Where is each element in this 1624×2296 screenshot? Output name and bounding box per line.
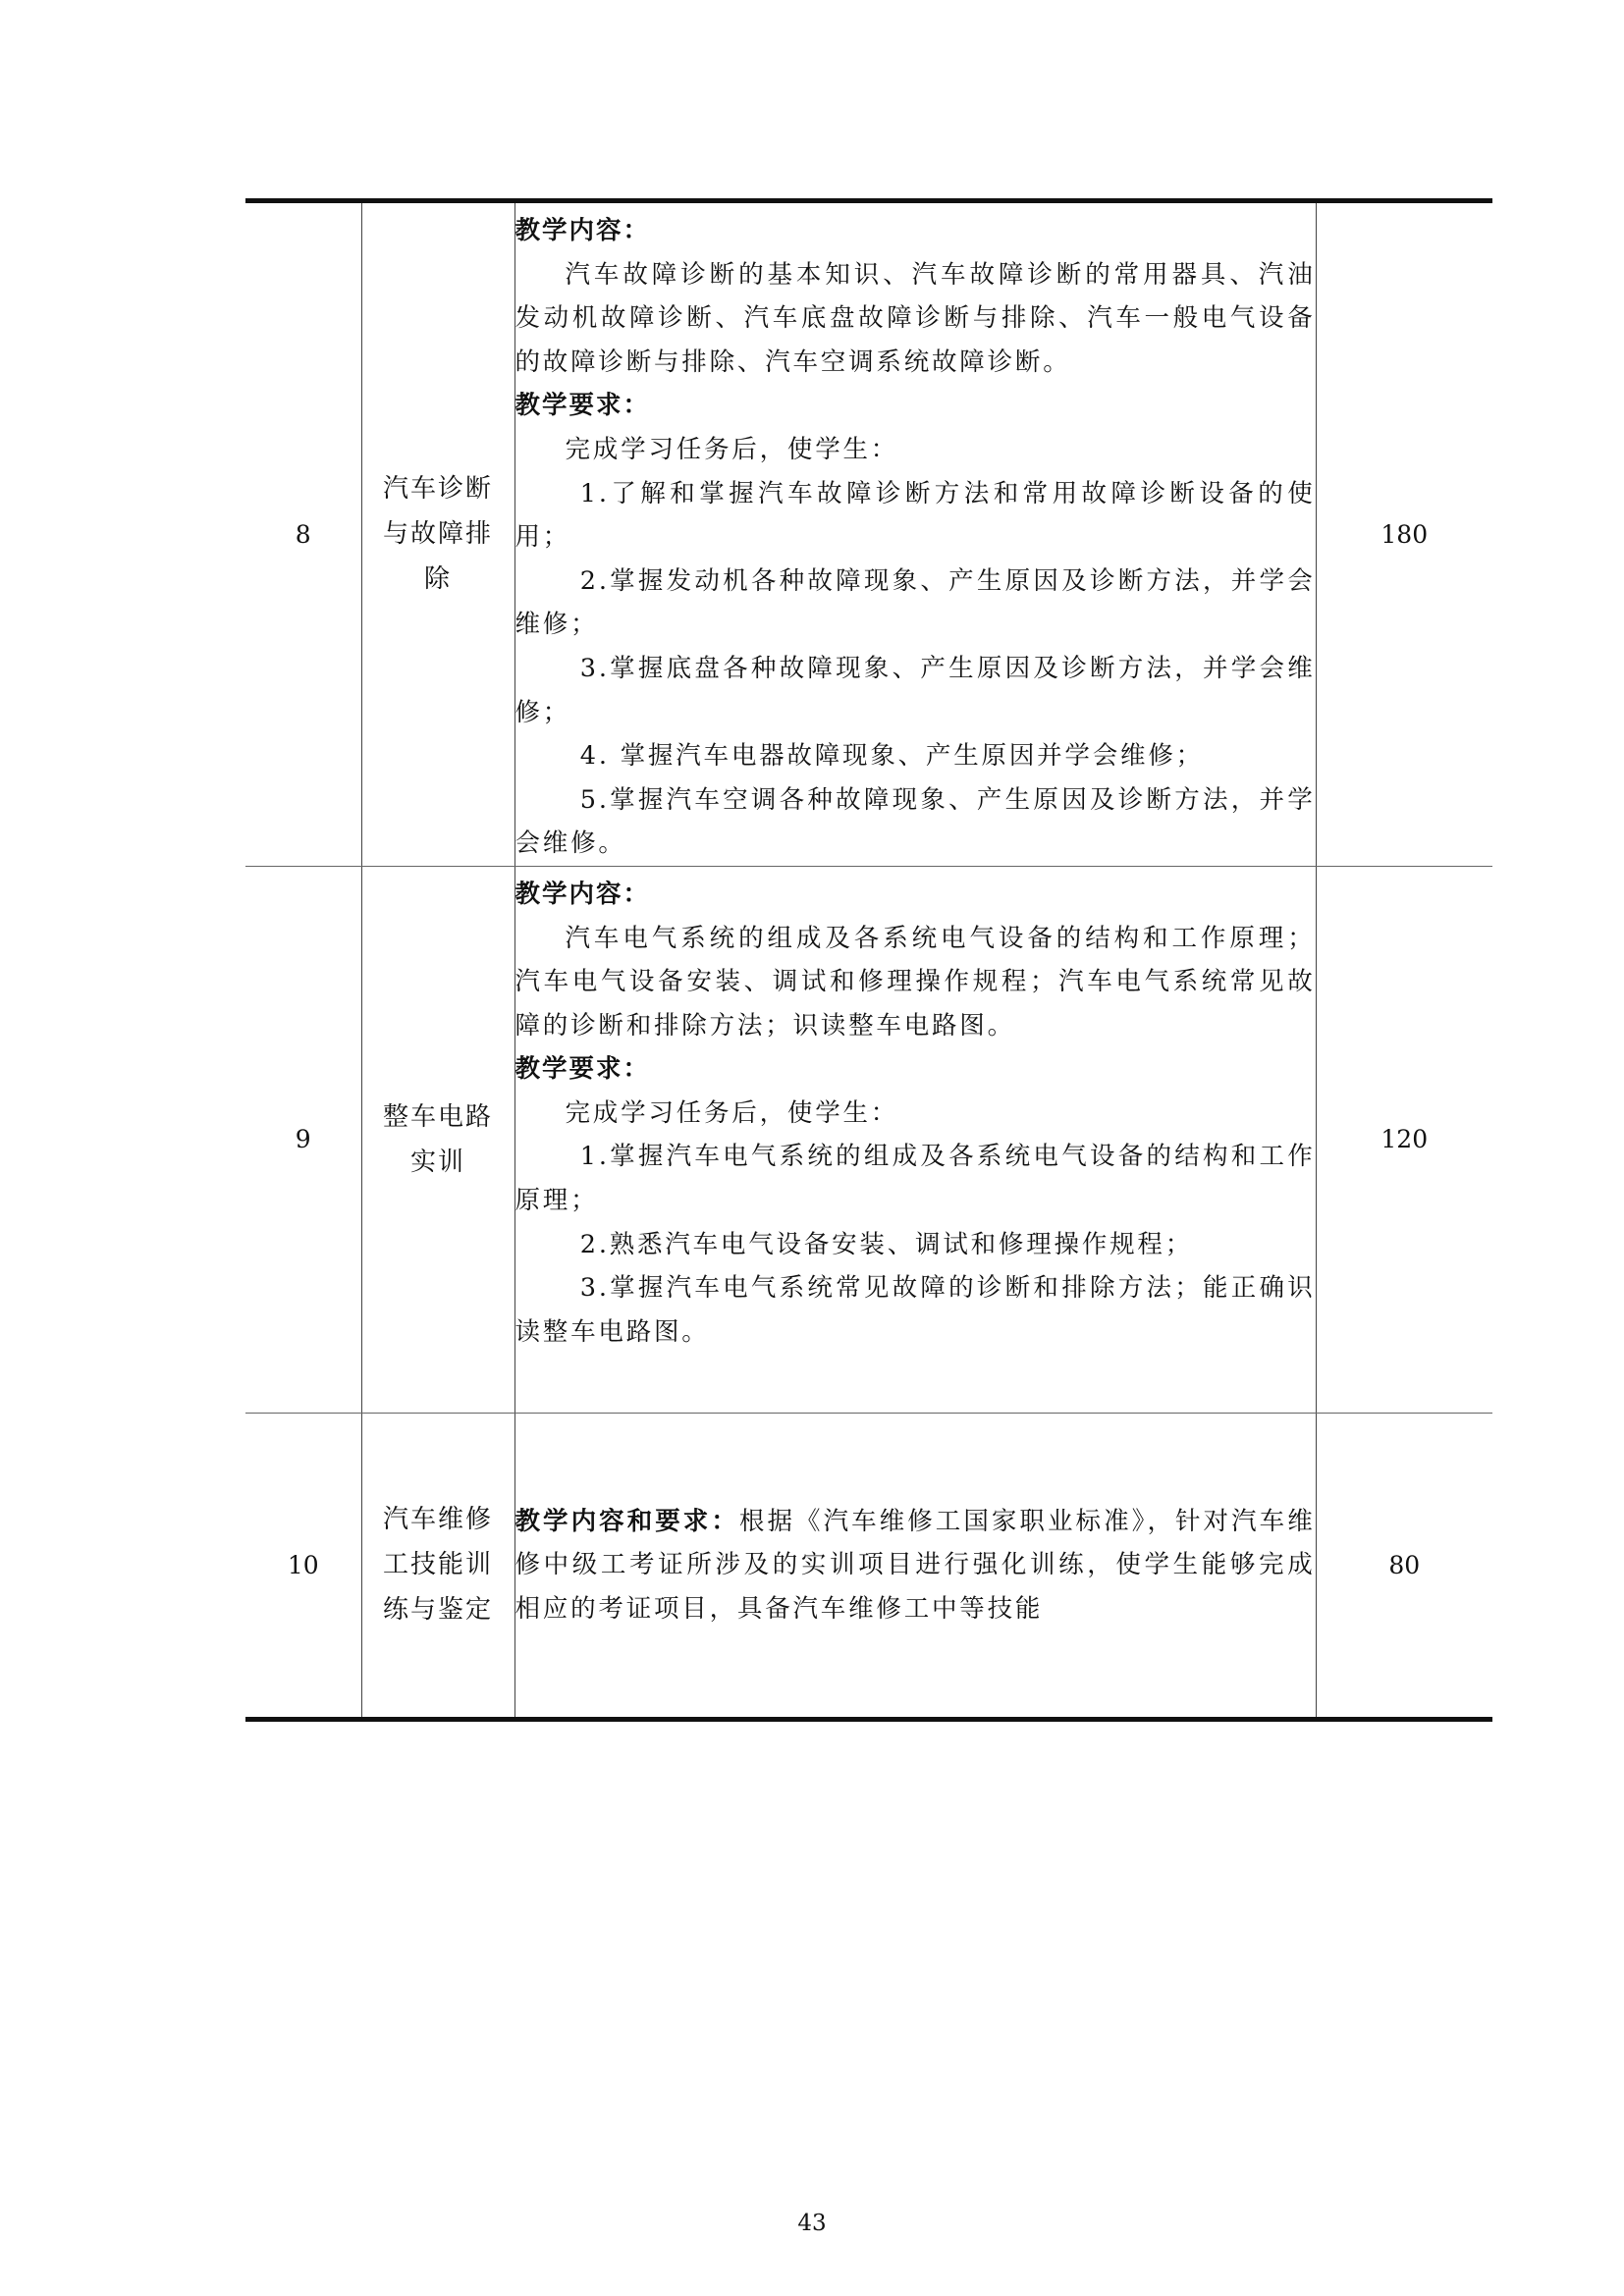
requirement-item: 1.了解和掌握汽车故障诊断方法和常用故障诊断设备的使用； — [514, 478, 1316, 553]
requirement-item: 3.掌握底盘各种故障现象、产生原因及诊断方法，并学会维修； — [514, 653, 1316, 727]
course-name — [361, 866, 514, 1413]
course-name-line: 工技能训 — [382, 1550, 493, 1580]
content-heading: 教学内容： — [514, 216, 651, 245]
course-name-line: 汽车维修 — [382, 1505, 493, 1535]
course-hours: 180 — [1316, 201, 1492, 867]
course-hours: 80 — [1316, 1413, 1492, 1719]
requirement-item: 4. 掌握汽车电器故障现象、产生原因并学会维修； — [579, 741, 1204, 772]
course-name — [361, 201, 514, 867]
requirements-intro: 完成学习任务后，使学生： — [565, 434, 899, 464]
requirements-heading: 教学要求： — [514, 1054, 651, 1085]
course-number: 8 — [245, 201, 361, 867]
page-number: 43 — [797, 2211, 827, 2236]
course-content — [514, 201, 1316, 867]
course-name-line: 除 — [423, 564, 452, 595]
course-content — [514, 866, 1316, 1413]
combined-text: 根据《汽车维修工国家职业标准》，针对汽车维修中级工考证所涉及的实训项目进行强化训练，使学生能够完成相应的考证项目，具备汽车维修工中等技能 — [514, 1506, 1316, 1624]
course-name-line: 整车电路 — [382, 1101, 493, 1132]
combined-paragraph — [515, 1500, 1316, 1631]
requirements-intro: 完成学习任务后，使学生： — [565, 1097, 899, 1128]
course-number: 9 — [245, 866, 361, 1413]
course-name-line: 练与鉴定 — [382, 1595, 493, 1626]
table-row — [245, 201, 1492, 867]
requirement-item: 2.熟悉汽车电气设备安装、调试和修理操作规程； — [579, 1229, 1194, 1259]
course-name-line: 与故障排 — [382, 519, 493, 550]
course-hours: 120 — [1316, 866, 1492, 1413]
course-name — [361, 1413, 514, 1719]
table-row — [245, 866, 1492, 1413]
table-row — [245, 1413, 1492, 1719]
course-content — [514, 1413, 1316, 1719]
requirement-item: 3.掌握汽车电气系统常见故障的诊断和排除方法；能正确识读整车电路图。 — [514, 1273, 1316, 1347]
requirement-item: 1.掌握汽车电气系统的组成及各系统电气设备的结构和工作原理； — [514, 1142, 1316, 1216]
course-name-line: 汽车诊断 — [382, 474, 493, 505]
course-number: 10 — [245, 1413, 361, 1719]
content-text: 汽车电气系统的组成及各系统电气设备的结构和工作原理；汽车电气设备安装、调试和修理操作规程；汽车电气系统常见故障的诊断和排除方法；识读整车电路图。 — [514, 923, 1316, 1041]
course-name-line: 实训 — [409, 1147, 465, 1177]
requirements-heading: 教学要求： — [514, 391, 651, 421]
combined-heading: 教学内容和要求： — [514, 1506, 739, 1536]
content-text: 汽车故障诊断的基本知识、汽车故障诊断的常用器具、汽油发动机故障诊断、汽车底盘故障诊断与排除、汽车一般电气设备的故障诊断与排除、汽车空调系统故障诊断。 — [514, 259, 1316, 377]
requirement-item: 5.掌握汽车空调各种故障现象、产生原因及诊断方法，并学会维修。 — [514, 784, 1316, 859]
requirement-item: 2.掌握发动机各种故障现象、产生原因及诊断方法，并学会维修； — [514, 565, 1316, 640]
content-heading: 教学内容： — [514, 879, 651, 909]
course-table — [245, 198, 1492, 1722]
